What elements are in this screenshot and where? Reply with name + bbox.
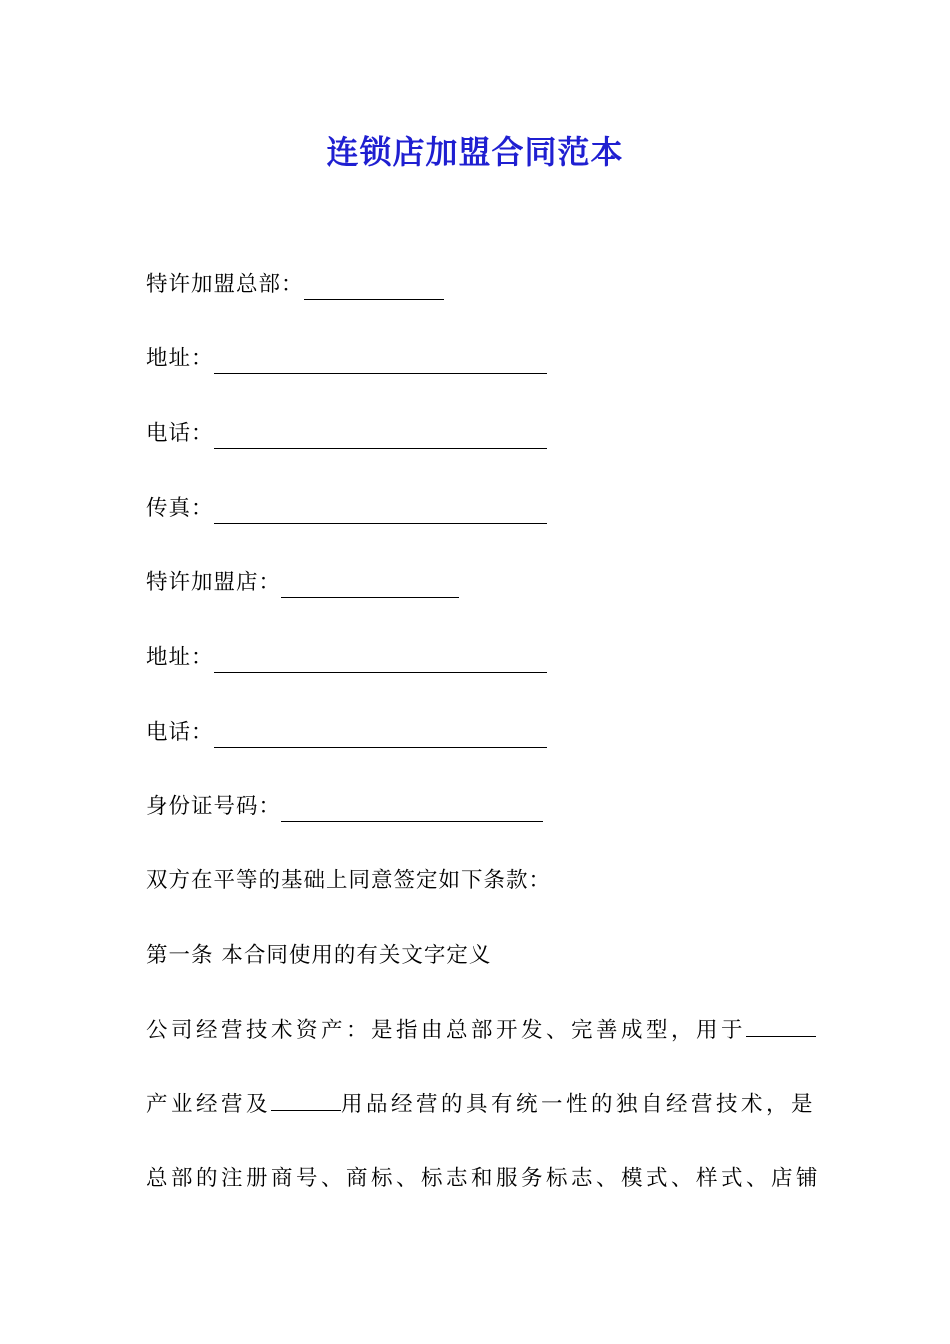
intro-text: 双方在平等的基础上同意签定如下条款： bbox=[146, 868, 552, 893]
field-franchise-hq bbox=[146, 270, 444, 300]
blank-line[interactable] bbox=[214, 426, 547, 449]
article-heading: 第一条 本合同使用的有关文字定义 bbox=[146, 943, 492, 968]
field-franchise-store bbox=[146, 568, 459, 598]
field-hq-fax bbox=[146, 494, 547, 524]
blank-line[interactable] bbox=[304, 277, 444, 300]
blank-line[interactable] bbox=[271, 1092, 341, 1111]
blank-line[interactable] bbox=[214, 501, 547, 524]
paragraph-line-3: 总部的注册商号、商标、标志和服务标志、模式、样式、店铺 bbox=[146, 1166, 822, 1191]
blank-line[interactable] bbox=[746, 1018, 816, 1037]
field-store-phone bbox=[146, 718, 547, 748]
field-label: 电话： bbox=[146, 421, 214, 446]
field-label: 特许加盟总部： bbox=[146, 272, 304, 297]
blank-line[interactable] bbox=[281, 575, 459, 598]
field-label: 身份证号码： bbox=[146, 794, 282, 819]
paragraph-line-2 bbox=[146, 1090, 816, 1120]
paragraph-text: 用品经营的具有统一性的独自经营技术，是 bbox=[341, 1092, 817, 1117]
field-label: 电话： bbox=[146, 720, 214, 745]
field-store-address bbox=[146, 643, 547, 673]
blank-line[interactable] bbox=[214, 725, 547, 748]
paragraph-line-1 bbox=[146, 1016, 816, 1046]
blank-line[interactable] bbox=[281, 799, 543, 822]
document-title: 连锁店加盟合同范本 bbox=[326, 133, 624, 171]
field-label: 传真： bbox=[146, 496, 214, 521]
field-label: 特许加盟店： bbox=[146, 570, 282, 595]
field-hq-address bbox=[146, 344, 547, 374]
field-hq-phone bbox=[146, 419, 547, 449]
field-label: 地址： bbox=[146, 645, 214, 670]
blank-line[interactable] bbox=[214, 351, 547, 374]
field-label: 地址： bbox=[146, 346, 214, 371]
paragraph-text: 产业经营及 bbox=[146, 1092, 272, 1117]
field-id-number bbox=[146, 792, 543, 822]
blank-line[interactable] bbox=[214, 650, 547, 673]
paragraph-text: 公司经营技术资产：是指由总部开发、完善成型，用于 bbox=[146, 1018, 747, 1043]
